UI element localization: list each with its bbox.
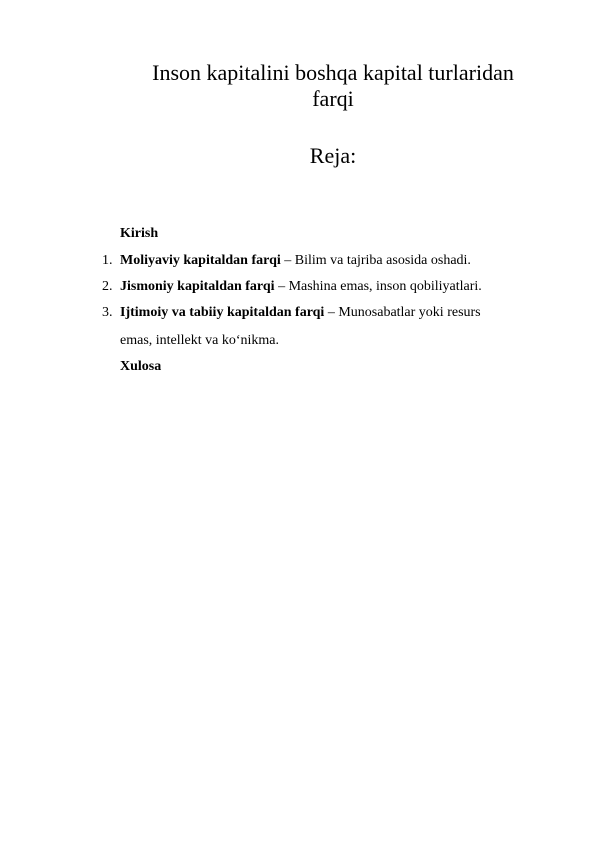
item-number: 3. <box>102 305 113 320</box>
title-line-2: farqi <box>312 86 354 111</box>
plan-heading: Reja: <box>309 143 357 168</box>
item-bold-title: Ijtimoiy va tabiiy kapitaldan farqi <box>120 305 325 320</box>
item-number: 2. <box>102 279 113 294</box>
item-bold-title: Jismoniy kapitaldan farqi <box>120 279 275 294</box>
item-text <box>120 277 482 297</box>
plan-item-1 <box>0 251 596 271</box>
item-number: 1. <box>102 253 113 268</box>
item-text <box>120 251 471 271</box>
plan-item-3 <box>0 303 596 323</box>
item-description: – Mashina emas, inson qobiliyatlari. <box>274 279 482 294</box>
plan-item-2 <box>0 277 596 297</box>
plan-item-3-continuation <box>0 331 596 351</box>
plan-intro <box>0 224 596 244</box>
intro-label: Kirish <box>120 226 159 241</box>
item-continuation-text: emas, intellekt va ko‘nikma. <box>120 333 280 348</box>
item-description: – Munosabatlar yoki resurs <box>324 305 481 320</box>
item-text <box>120 303 481 323</box>
title-line-1: Inson kapitalini boshqa kapital turlaridan <box>152 60 514 85</box>
item-description: – Bilim va tajriba asosida oshadi. <box>280 253 471 268</box>
plan-conclusion <box>0 357 596 377</box>
conclusion-label: Xulosa <box>120 359 162 374</box>
item-bold-title: Moliyaviy kapitaldan farqi <box>120 253 281 268</box>
document-title <box>100 60 566 112</box>
